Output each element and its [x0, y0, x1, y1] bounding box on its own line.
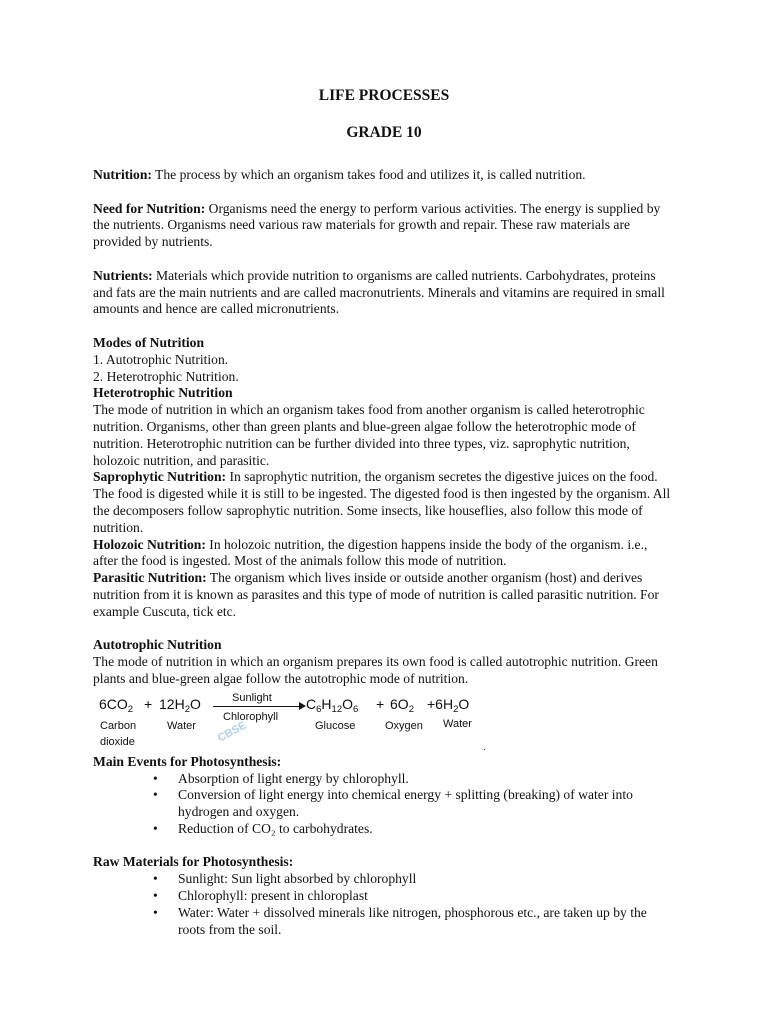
raw-list — [93, 871, 675, 938]
eq-plus-2: + — [376, 695, 385, 712]
eq-label-water: Water — [167, 719, 196, 732]
eq-label-carbon: Carbon — [100, 719, 137, 732]
eq-arrow — [213, 706, 303, 707]
para-text: The organism which lives inside or outside another organism (host) and derives nutrition from it is known as parasites and this type of mode of nutrition is called parasitic nutrition. For example Cuscuta, tick etc. — [93, 570, 659, 619]
nutrients-paragraph — [93, 268, 675, 318]
list-item: • Sunlight: Sun light absorbed by chlorophyll — [153, 871, 417, 887]
list-item: • Chlorophyll: present in chloroplast — [153, 888, 368, 904]
nutrition-text: The process by which an organism takes food and utilizes it, is called nutrition. — [151, 167, 586, 182]
eq-glucose: $C_6H_{12}O_6$ — [306, 695, 359, 715]
nutrition-paragraph — [93, 167, 675, 184]
bullet-icon: • — [153, 904, 158, 920]
para-label: Parasitic Nutrition: — [93, 570, 207, 586]
nutrition-label: Nutrition: — [93, 167, 152, 182]
list-item: • Conversion of light energy into chemical energy + splitting (breaking) of water into hydrogen and oxygen. — [153, 787, 633, 820]
para-paragraph — [93, 570, 675, 620]
eq-h2o: $12H_2O$ — [159, 695, 201, 715]
eq-water-product: $+6H_2O$ — [427, 695, 470, 715]
holo-paragraph — [93, 537, 675, 571]
bullet-icon: • — [153, 871, 158, 887]
modes-item-2: 2. Heterotrophic Nutrition. — [93, 368, 239, 384]
eq-o2: $6O_2$ — [390, 695, 414, 715]
eq-stray-dot: . — [483, 741, 486, 753]
document-page — [93, 88, 675, 938]
bullet-icon: • — [153, 787, 158, 803]
list-item: • Reduction of CO₂ to carbohydrates. — [153, 820, 373, 836]
holo-label: Holozoic Nutrition: — [93, 536, 206, 552]
hetero-text: The mode of nutrition in which an organism takes food from another organism is called heterotrophic nutrition. Organisms, other than green plants and blue-green algae follow the heterotrophic mode of nutrition. Heterotrophic nutrition can be further divided into three types, viz. saprophytic nutrition, holozoic nutrition, and parasitic. — [93, 402, 645, 468]
bullet-icon: • — [153, 770, 158, 786]
eq-arrowhead — [299, 702, 306, 710]
modes-heading: Modes of Nutrition — [93, 334, 205, 350]
eq-label-oxygen: Oxygen — [385, 719, 423, 732]
bullet-icon: • — [153, 888, 158, 904]
modes-item-1: 1. Autotrophic Nutrition. — [93, 351, 229, 367]
list-item: • Water: Water + dissolved minerals like nitrogen, phosphorous etc., are taken up by the roots from the soil. — [153, 904, 647, 937]
cbse-watermark: CBSE — [215, 719, 249, 745]
nutrients-label: Nutrients: — [93, 267, 153, 283]
document-grade: GRADE 10 — [346, 124, 422, 141]
bullet-icon: • — [153, 820, 158, 836]
sapro-text: In saprophytic nutrition, the organism secretes the digestive juices on the food. The food is digested while it is still to be ingested. The digested food is then ingested by the organism. All the decomposers follow saprophytic nutrition. Some insects, like houseflies, also follow this mode of nutrition. — [93, 469, 671, 535]
eq-label-dioxide: dioxide — [100, 735, 135, 748]
nutrients-text: Materials which provide nutrition to organisms are called nutrients. Carbohydrates, proteins and fats are the main nutrients and are called macronutrients. Minerals and vitamins are required in small amounts and hence are called micronutrients. — [93, 267, 665, 317]
need-text: Organisms need the energy to perform various activities. The energy is supplied by the nutrients. Organisms need various raw materials for growth and repair. These raw materials are provided by nutrients. — [93, 200, 661, 250]
eq-label-water-2: Water — [443, 717, 472, 730]
eq-plus-1: + — [144, 695, 153, 712]
holo-text: In holozoic nutrition, the digestion happens inside the body of the organism. i.e., after the food is ingested. Most of the animals follow this mode of nutrition. — [93, 536, 648, 569]
auto-heading: Autotrophic Nutrition — [93, 637, 222, 653]
eq-chlorophyll-label: Chlorophyll — [223, 710, 279, 723]
raw-heading: Raw Materials for Photosynthesis: — [93, 854, 294, 870]
need-label: Need for Nutrition: — [93, 200, 206, 216]
photosynthesis-equation — [93, 692, 675, 754]
sapro-paragraph — [93, 469, 675, 536]
events-heading: Main Events for Photosynthesis: — [93, 753, 282, 769]
need-paragraph — [93, 201, 675, 251]
sapro-label: Saprophytic Nutrition: — [93, 469, 227, 485]
eq-co2: $6CO_2$ — [99, 695, 134, 715]
events-list — [93, 771, 675, 838]
eq-label-glucose: Glucose — [315, 719, 356, 732]
document-title: LIFE PROCESSES — [318, 87, 450, 104]
hetero-heading: Heterotrophic Nutrition — [93, 385, 233, 401]
auto-text: The mode of nutrition in which an organism prepares its own food is called autotrophic nutrition. Green plants and blue-green algae follow the autotrophic mode of nutrition. — [93, 654, 658, 686]
list-item: • Absorption of light energy by chlorophyll. — [153, 770, 409, 786]
eq-sunlight-label: Sunlight — [232, 691, 272, 704]
